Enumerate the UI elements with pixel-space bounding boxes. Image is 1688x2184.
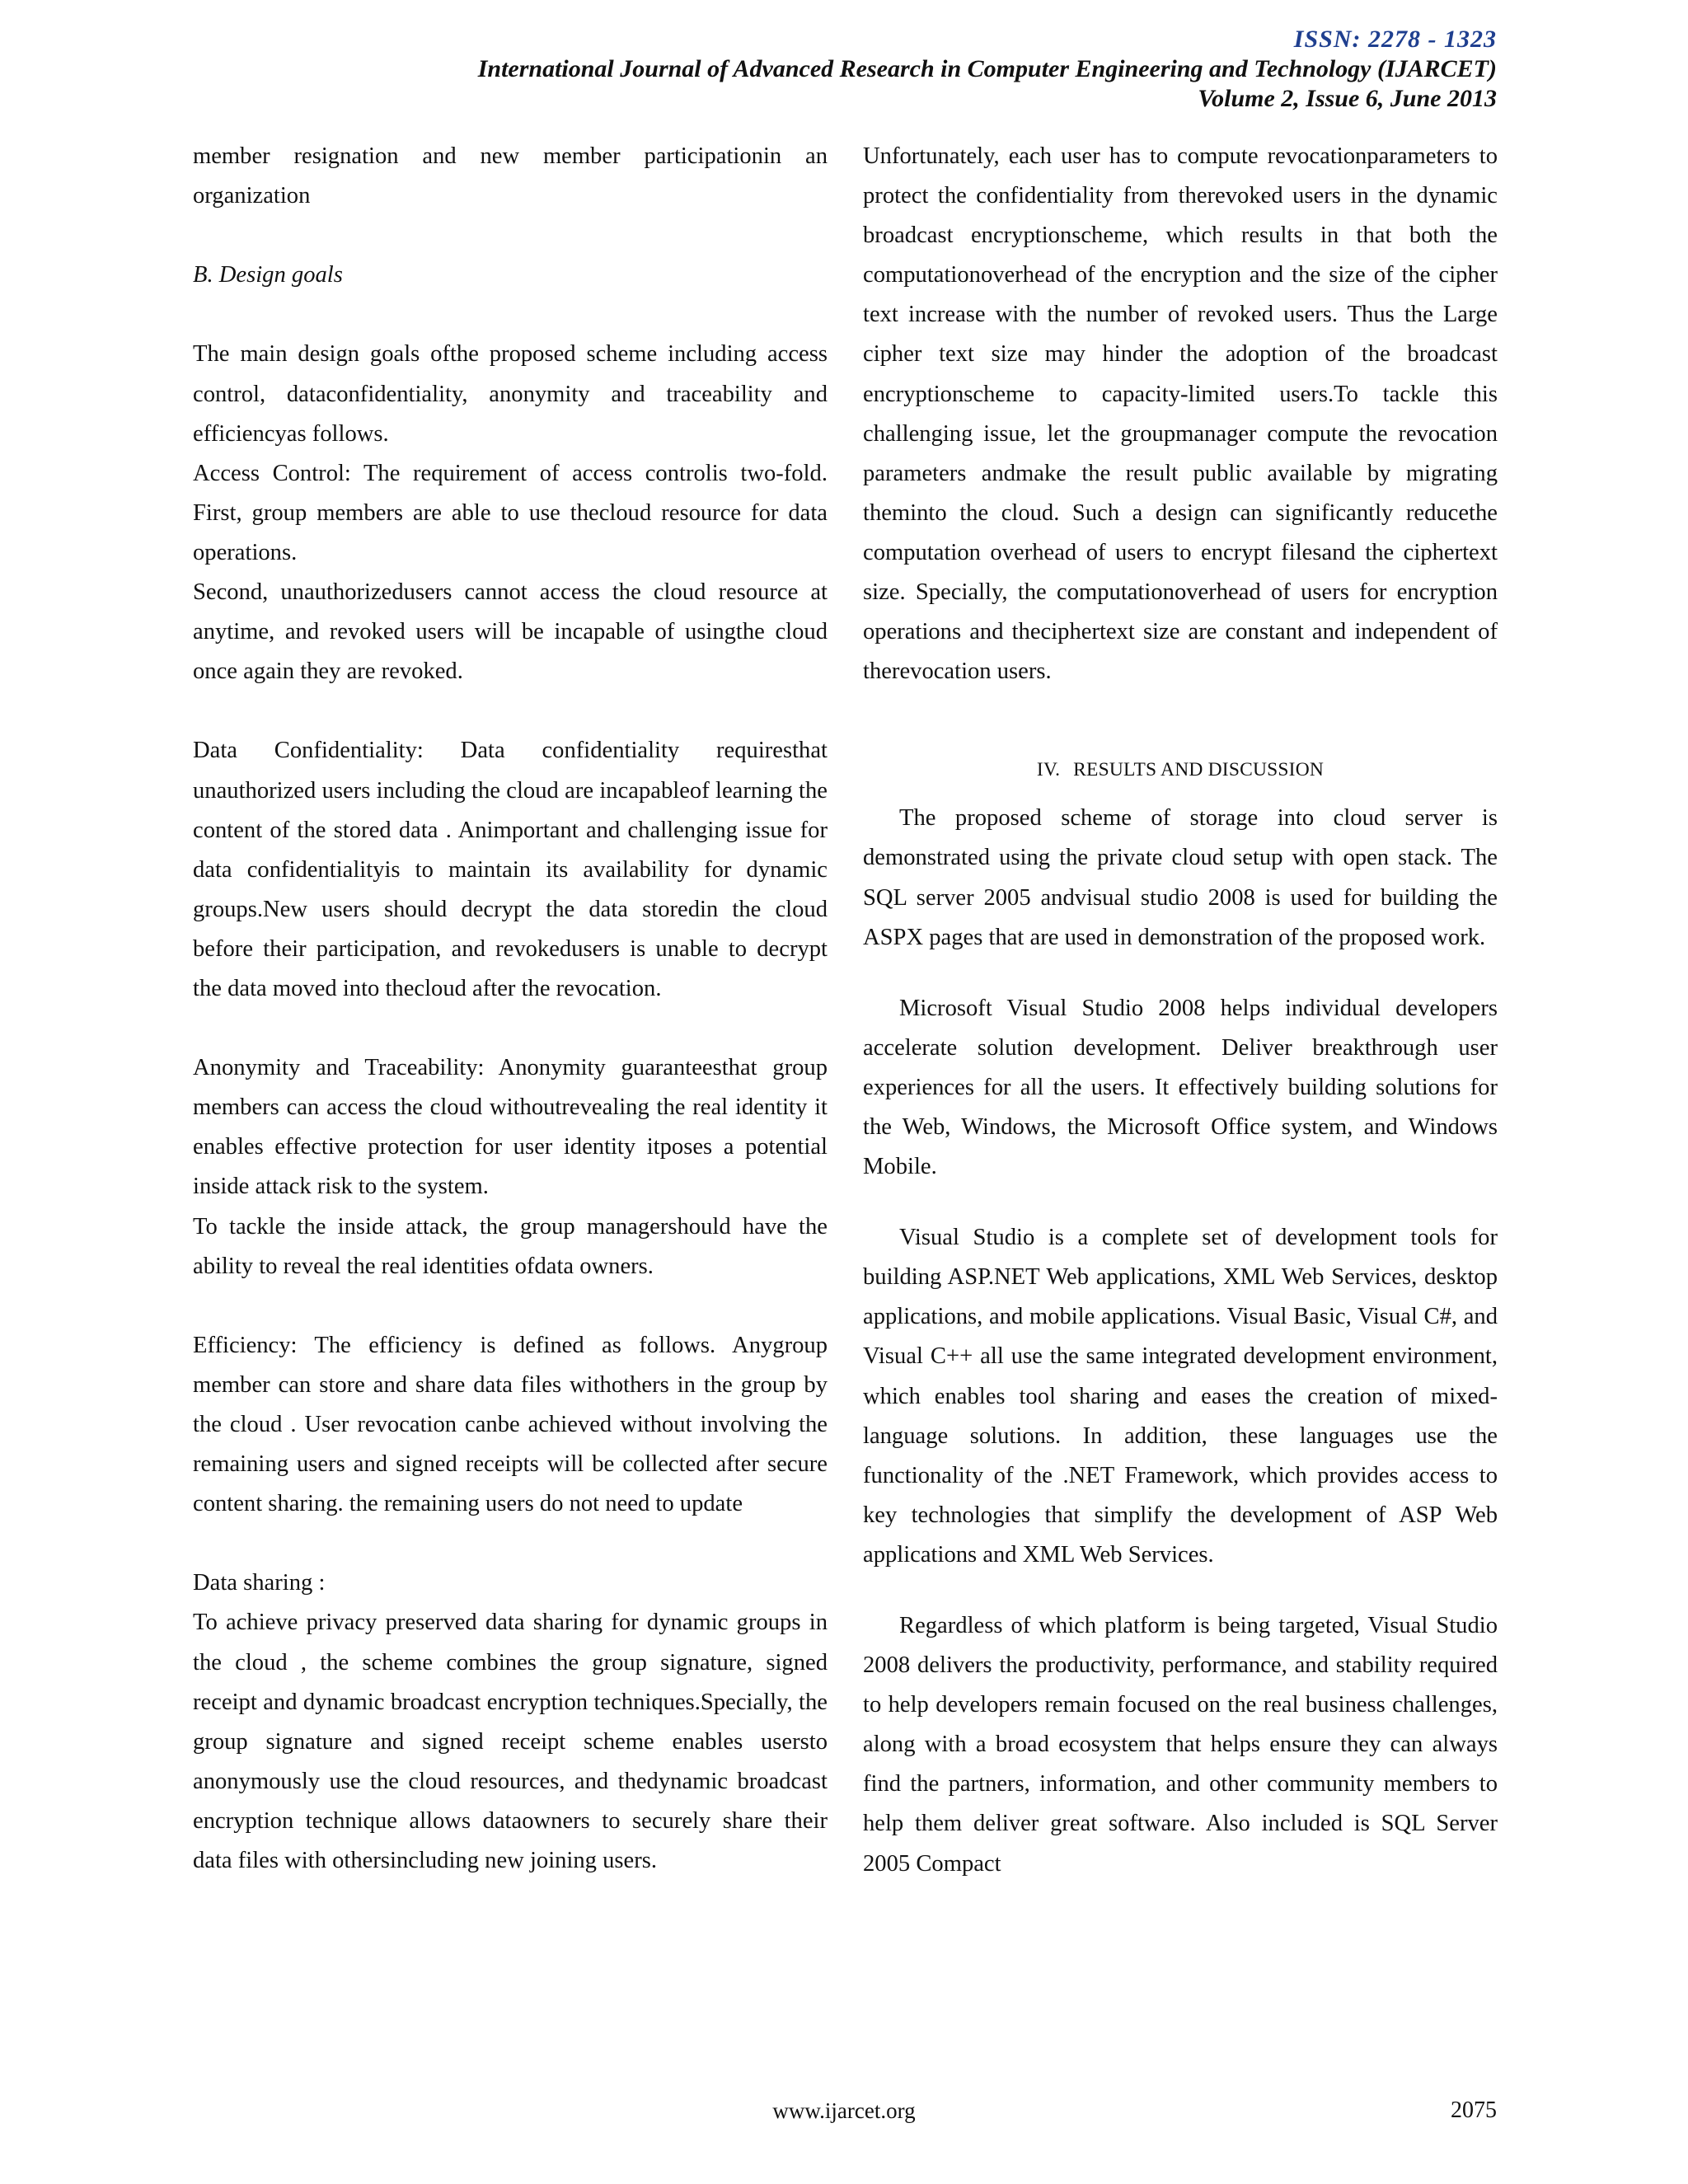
paragraph: The proposed scheme of storage into cloud server is demonstrated using the private cloud setup with open stack. The SQL server 2005 andvisual studio 2008 is used for building the ASPX pages that are used in demonstration of the proposed work. bbox=[863, 805, 1498, 950]
left-column bbox=[193, 137, 828, 1881]
paragraph: Microsoft Visual Studio 2008 helps individual developers accelerate solution development. Deliver breakthrough user experiences for all the users. It effectively building solutions for the Web, Windows, the Microsoft Office system, and Windows Mobile. bbox=[863, 995, 1498, 1180]
paragraph: Regardless of which platform is being targeted, Visual Studio 2008 delivers the productivity, performance, and stability required to help developers remain focused on the real business challenges, along with a broad ecosystem that helps ensure they can always find the partners, information, and other community members to help them deliver great software. Also included is SQL Server 2005 Compact bbox=[863, 1613, 1498, 1877]
paragraph: Access Control: The requirement of access controlis two-fold. First, group members are able to use thecloud resource for data operations. bbox=[193, 460, 828, 565]
paragraph: To achieve privacy preserved data sharing for dynamic groups in the cloud , the scheme combines the group signature, signed receipt and dynamic broadcast encryption techniques.Specially, the group signature and signed receipt scheme enables usersto anonymously use the cloud resources, and thedynamic broadcast encryption technique allows dataowners to securely share their data files with othersincluding new joining users. bbox=[193, 1610, 828, 1874]
paragraph: Efficiency: The efficiency is defined as follows. Anygroup member can store and share data files withothers in the group by the cloud . User revocation canbe achieved without involving the remaining users and signed receipts will be collected after secure content sharing. the remaining users do not need to update bbox=[193, 1332, 828, 1517]
paragraph: Unfortunately, each user has to compute revocationparameters to protect the confidentiality from therevoked users in the dynamic broadcast encryptionscheme, which results in that both the computationoverhead of the encryption and the size of the cipher text increase with the number of revoked users. Thus the Large cipher text size may hinder the adoption of the broadcast encryptionscheme to capacity-limited users.To tackle this challenging issue, let the groupmanager compute the revocation parameters andmake the result public available by migrating theminto the cloud. Such a design can significantly reducethe computation overhead of users to encrypt filesand the ciphertext size. Specially, the computationoverhead of users for encryption operations and theciphertext size are constant and independent of therevocation users. bbox=[863, 143, 1498, 685]
paragraph: Data Confidentiality: Data confidentiality requiresthat unauthorized users including the cloud are incapableof learning the content of the stored data . Animportant and challenging issue for data confidentialityis to maintain its availability for dynamic groups.New users should decrypt the data storedin the cloud before their participation, and revokedusers is unable to decrypt the data moved into thecloud after the revocation. bbox=[193, 738, 828, 1001]
volume-issue: Volume 2, Issue 6, June 2013 bbox=[1198, 85, 1497, 112]
subsection-heading: B. Design goals bbox=[193, 262, 343, 288]
section-heading bbox=[863, 757, 1498, 782]
section-title: RESULTS AND DISCUSSION bbox=[1073, 759, 1325, 781]
journal-header bbox=[178, 25, 1497, 114]
footer-url: www.ijarcet.org bbox=[772, 2098, 916, 2123]
paragraph: Second, unauthorizedusers cannot access the cloud resource at anytime, and revoked users will be incapable of usingthe cloud once again they are revoked. bbox=[193, 579, 828, 685]
paragraph: Anonymity and Traceability: Anonymity guaranteesthat group members can access the cloud withoutrevealing the real identity it enables effective protection for user identity itposes a potential inside attack risk to the system. bbox=[193, 1055, 828, 1200]
paragraph: The main design goals ofthe proposed scheme including access control, dataconfidentiality, anonymity and traceability and efficiencyas follows. bbox=[193, 341, 828, 447]
paragraph: member resignation and new member participationin an organization bbox=[193, 143, 828, 209]
right-column bbox=[863, 137, 1498, 1884]
section-number: IV. bbox=[1036, 759, 1061, 781]
paragraph-label: Data sharing : bbox=[193, 1570, 326, 1596]
paragraph: Visual Studio is a complete set of development tools for building ASP.NET Web applications, XML Web Services, desktop applications, and mobile applications. Visual Basic, Visual C#, and Visual C++ all use the same integrated development environment, which enables tool sharing and eases the creation of mixed-language solutions. In addition, these languages use the functionality of the .NET Framework, which provides access to key technologies that simplify the development of ASP Web applications and XML Web Services. bbox=[863, 1225, 1498, 1568]
issn: ISSN: 2278 - 1323 bbox=[1293, 26, 1497, 53]
page-number: 2075 bbox=[1451, 2097, 1497, 2123]
journal-title: International Journal of Advanced Research in Computer Engineering and Technology (IJARCET) bbox=[477, 55, 1497, 82]
paragraph: To tackle the inside attack, the group managershould have the ability to reveal the real identities ofdata owners. bbox=[193, 1213, 828, 1279]
